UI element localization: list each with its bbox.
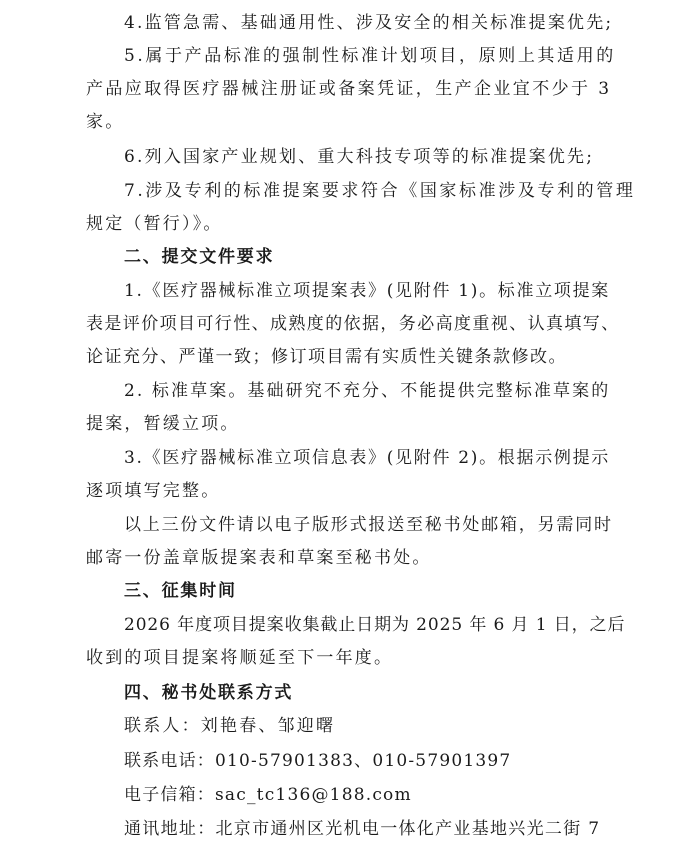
section-heading: 二、提交文件要求	[124, 247, 275, 267]
text-line: 1.《医疗器械标准立项提案表》(见附件 1)。标准立项提案	[124, 281, 611, 301]
text-line: 论证充分、严谨一致；修订项目需有实质性关键条款修改。	[86, 347, 567, 367]
text-line: 7.涉及专利的标准提案要求符合《国家标准涉及专利的管理	[124, 181, 636, 201]
text-line: 3.《医疗器械标准立项信息表》(见附件 2)。根据示例提示	[124, 448, 611, 468]
text-line: 5.属于产品标准的强制性标准计划项目，原则上其适用的	[124, 46, 616, 66]
text-line: 2. 标准草案。基础研究不充分、不能提供完整标准草案的	[124, 381, 611, 401]
text-line: 以上三份文件请以电子版形式报送至秘书处邮箱，另需同时	[124, 515, 613, 535]
text-line: 家。	[86, 112, 125, 132]
contact-phone: 联系电话：010-57901383、010-57901397	[124, 751, 512, 771]
text-line: 邮寄一份盖章版提案表和草案至秘书处。	[86, 548, 432, 568]
section-heading: 四、秘书处联系方式	[124, 683, 294, 703]
text-line: 6.列入国家产业规划、重大科技专项等的标准提案优先;	[124, 147, 595, 167]
contact-email: 电子信箱：sac_tc136@188.com	[124, 785, 412, 805]
text-line: 收到的项目提案将顺延至下一年度。	[86, 648, 394, 668]
text-line: 规定（暂行）》。	[86, 214, 223, 234]
contact-person: 联系人：刘艳春、邹迎曙	[124, 716, 336, 736]
text-line: 4.监管急需、基础通用性、涉及安全的相关标准提案优先;	[124, 13, 614, 33]
section-heading: 三、征集时间	[124, 581, 237, 601]
text-line: 2026 年度项目提案收集截止日期为 2025 年 6 月 1 日，之后	[124, 615, 626, 635]
text-line: 逐项填写完整。	[86, 481, 221, 501]
text-line: 产品应取得医疗器械注册证或备案凭证，生产企业宜不少于 3	[86, 79, 612, 99]
contact-address: 通讯地址：北京市通州区光机电一体化产业基地兴光二街 7	[124, 819, 601, 839]
text-line: 提案，暂缓立项。	[86, 414, 240, 434]
text-line: 表是评价项目可行性、成熟度的依据，务必高度重视、认真填写、	[86, 314, 620, 334]
